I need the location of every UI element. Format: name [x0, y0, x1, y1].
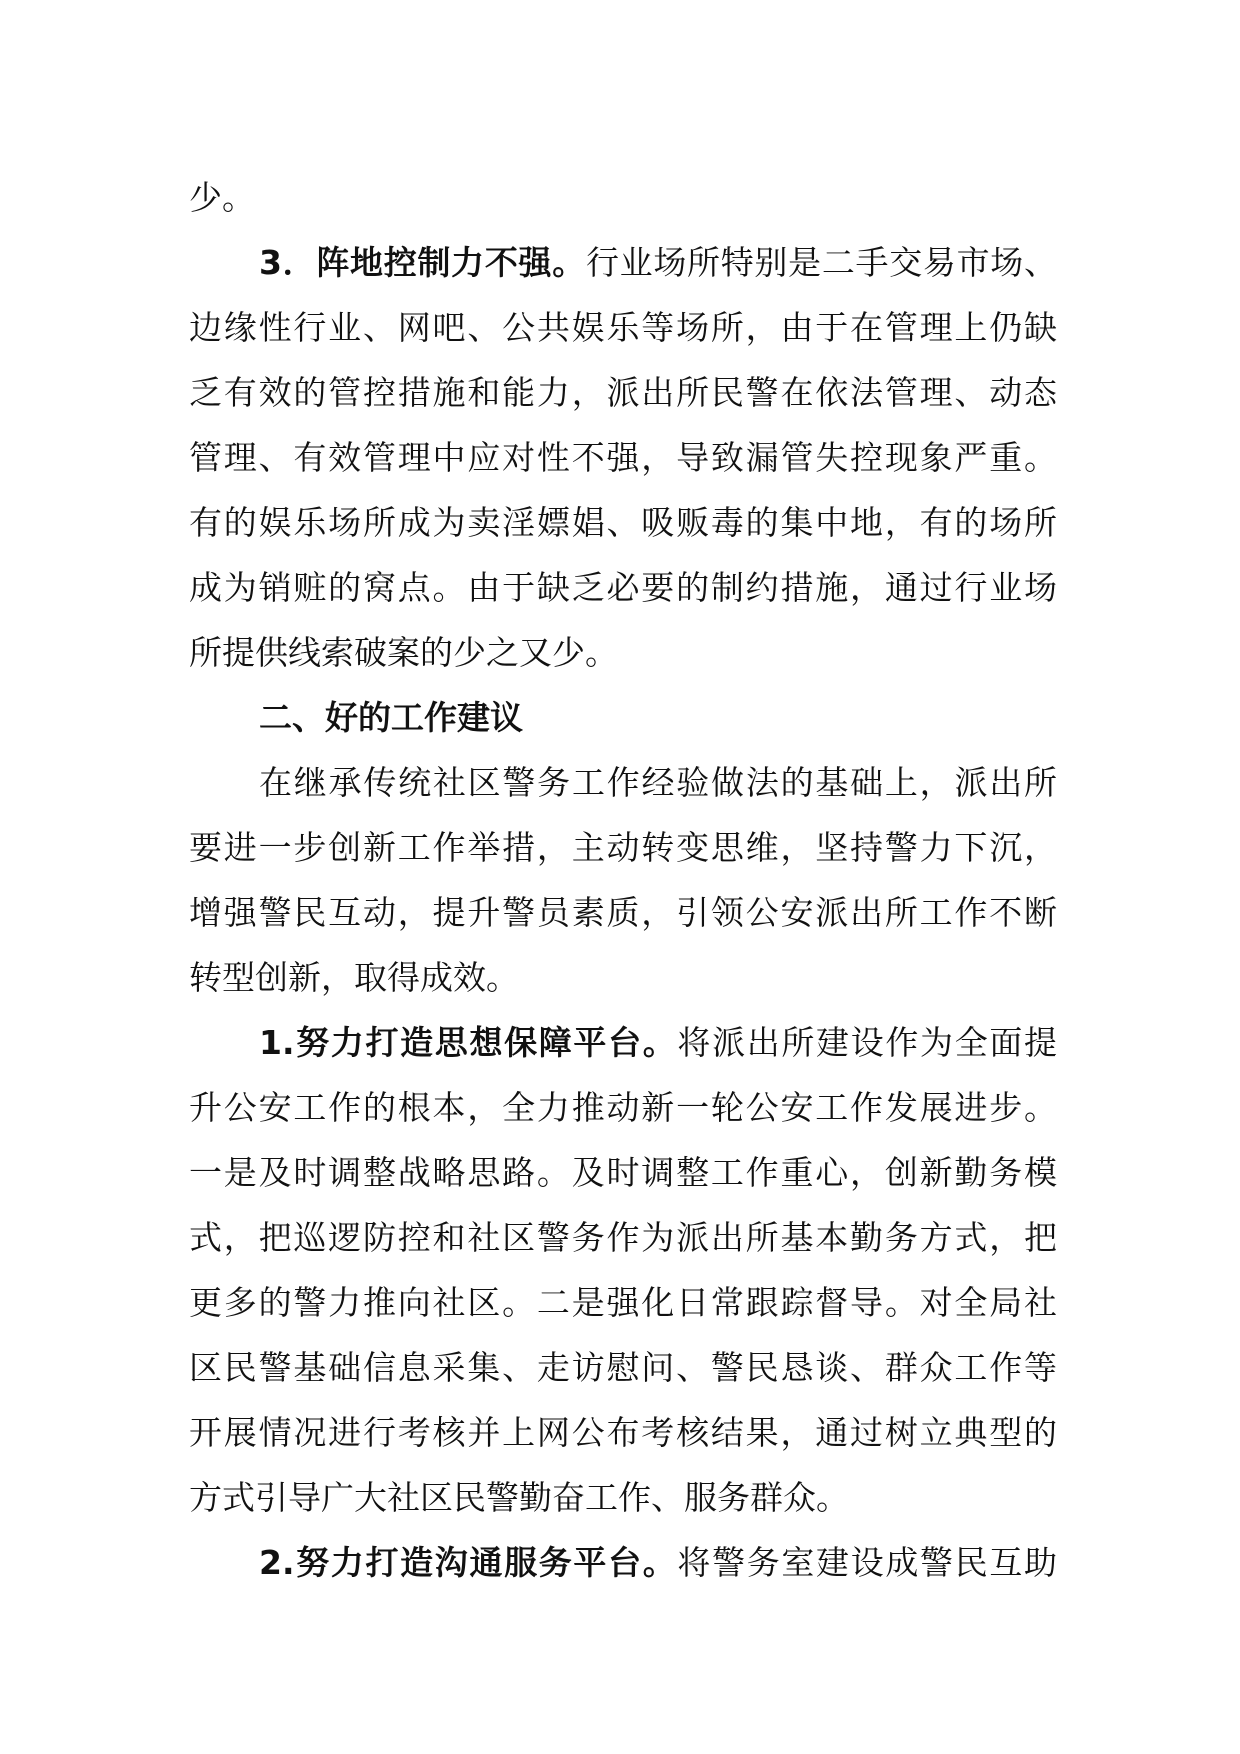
- line-text: 行业场所特别是二手交易市场、: [585, 243, 1057, 282]
- line-text: 有的娱乐场所成为卖淫嫖娼、吸贩毒的集中地，有的场所: [189, 503, 1057, 542]
- line-text: 所提供线索破案的少之又少。: [189, 633, 618, 672]
- line-text: 管理、有效管理中应对性不强，导致漏管失控现象严重。: [189, 438, 1057, 477]
- paragraph-line: [189, 1075, 1057, 1140]
- line-text: 将派出所建设作为全面提: [677, 1023, 1057, 1062]
- section-title: 二、好的工作建议: [259, 698, 523, 737]
- line-text: 少。: [189, 178, 255, 217]
- paragraph-line: [189, 165, 1057, 230]
- line-text: 式，把巡逻防控和社区警务作为派出所基本勤务方式，把: [189, 1218, 1057, 1257]
- paragraph-continuation: [189, 165, 1057, 230]
- paragraph-line: [189, 425, 1057, 490]
- line-text: 方式引导广大社区民警勤奋工作、服务群众。: [189, 1478, 849, 1517]
- line-text: 要进一步创新工作举措，主动转变思维，坚持警力下沉，: [189, 828, 1057, 867]
- paragraph-line: [189, 1465, 1057, 1530]
- paragraph-point-1: [189, 1010, 1057, 1530]
- document-body: [189, 165, 1057, 1595]
- section-heading: [189, 685, 1057, 750]
- paragraph-point-2: [189, 1530, 1057, 1595]
- paragraph-line: [189, 1530, 1057, 1595]
- paragraph-line: [189, 620, 1057, 685]
- line-text: 转型创新，取得成效。: [189, 958, 519, 997]
- line-text: 开展情况进行考核并上网公布考核结果，通过树立典型的: [189, 1413, 1057, 1452]
- line-text: 将警务室建设成警民互助: [677, 1543, 1057, 1582]
- paragraph-line: [189, 1400, 1057, 1465]
- paragraph-line: [189, 230, 1057, 295]
- paragraph-line: [189, 1140, 1057, 1205]
- paragraph-line: [189, 490, 1057, 555]
- paragraph-line: [189, 1335, 1057, 1400]
- line-text: 增强警民互动，提升警员素质，引领公安派出所工作不断: [189, 893, 1057, 932]
- line-text: 边缘性行业、网吧、公共娱乐等场所，由于在管理上仍缺: [189, 308, 1057, 347]
- point-heading: 1.努力打造思想保障平台。: [259, 1023, 678, 1062]
- line-text: 成为销赃的窝点。由于缺乏必要的制约措施，通过行业场: [189, 568, 1057, 607]
- paragraph-point-3: [189, 230, 1057, 685]
- paragraph-line: [189, 1270, 1057, 1335]
- point-heading: 2.努力打造沟通服务平台。: [259, 1543, 678, 1582]
- paragraph-line: [189, 880, 1057, 945]
- paragraph-line: [189, 295, 1057, 360]
- paragraph-line: [189, 685, 1057, 750]
- paragraph-line: [189, 815, 1057, 880]
- line-text: 乏有效的管控措施和能力，派出所民警在依法管理、动态: [189, 373, 1057, 412]
- line-text: 更多的警力推向社区。二是强化日常跟踪督导。对全局社: [189, 1283, 1057, 1322]
- paragraph-line: [189, 1010, 1057, 1075]
- line-text: 在继承传统社区警务工作经验做法的基础上，派出所: [259, 763, 1057, 802]
- line-text: 一是及时调整战略思路。及时调整工作重心，创新勤务模: [189, 1153, 1057, 1192]
- paragraph-line: [189, 555, 1057, 620]
- paragraph-line: [189, 945, 1057, 1010]
- point-heading: 3．阵地控制力不强。: [259, 243, 586, 282]
- paragraph-line: [189, 750, 1057, 815]
- paragraph-line: [189, 360, 1057, 425]
- line-text: 区民警基础信息采集、走访慰问、警民恳谈、群众工作等: [189, 1348, 1057, 1387]
- paragraph-intro: [189, 750, 1057, 1010]
- line-text: 升公安工作的根本，全力推动新一轮公安工作发展进步。: [189, 1088, 1057, 1127]
- paragraph-line: [189, 1205, 1057, 1270]
